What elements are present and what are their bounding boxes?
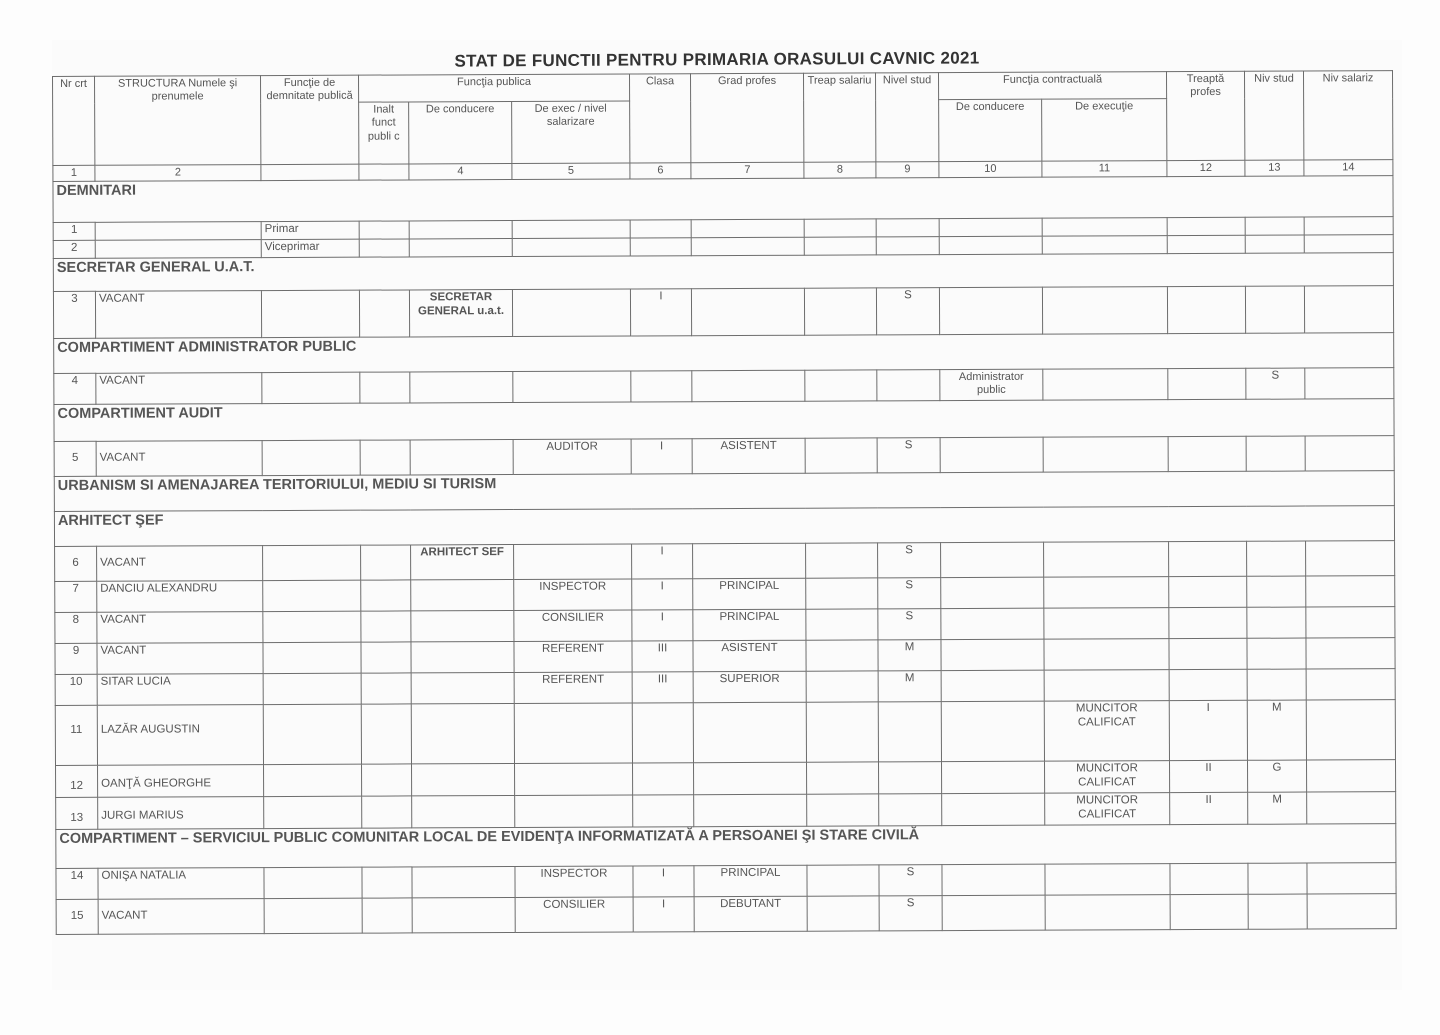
header-inalt-functionar: Inalt funct publi c bbox=[359, 102, 409, 164]
section-row bbox=[56, 824, 1396, 869]
row-demnitate: Viceprimar bbox=[261, 239, 359, 257]
header-niv-salariz: Niv salariz bbox=[1303, 71, 1392, 160]
row-contract-conducere: Administrator public bbox=[940, 369, 1043, 400]
header-treapta-profes: Treaptă profes bbox=[1166, 71, 1244, 160]
header-clasa: Clasa bbox=[629, 74, 690, 163]
header-de-exec: De exec / nivel salarizare bbox=[512, 101, 630, 163]
section-row bbox=[53, 176, 1393, 223]
header-nr: Nr crt bbox=[53, 76, 95, 165]
row-nr: 4 bbox=[54, 373, 96, 404]
row-nivel-stud: M bbox=[878, 640, 941, 671]
section-demnitari: DEMNITARI bbox=[53, 176, 1393, 223]
section-audit: COMPARTIMENT AUDIT bbox=[54, 399, 1394, 442]
row-clasa: I bbox=[630, 289, 691, 336]
header-contract-conducere: De conducere bbox=[939, 99, 1042, 161]
column-number: 1 bbox=[53, 165, 95, 181]
row-nr: 2 bbox=[53, 241, 95, 259]
row-exec: AUDITOR bbox=[513, 439, 631, 475]
row-exec: CONSILIER bbox=[515, 897, 633, 933]
header-niv-stud: Niv stud bbox=[1244, 71, 1303, 160]
row-nr: 13 bbox=[56, 797, 98, 829]
column-number: 11 bbox=[1042, 161, 1167, 178]
scanned-sheet bbox=[52, 40, 1402, 990]
row-treapta: II bbox=[1169, 760, 1247, 792]
header-contract-executie: De execuţie bbox=[1042, 99, 1167, 161]
row-name: SITAR LUCIA bbox=[97, 674, 263, 706]
row-clasa: I bbox=[632, 579, 693, 610]
row-name: OANŢĂ GHEORGHE bbox=[98, 765, 264, 798]
row-clasa: I bbox=[631, 439, 692, 474]
row-nivel-stud: S bbox=[878, 609, 941, 640]
row-grad: SUPERIOR bbox=[693, 671, 806, 702]
row-demnitate: Primar bbox=[261, 221, 359, 239]
row-name: ONIŞA NATALIA bbox=[98, 868, 264, 900]
row-clasa: I bbox=[632, 544, 693, 579]
row-name: VACANT bbox=[97, 546, 263, 582]
row-exec: INSPECTOR bbox=[515, 866, 633, 898]
header-de-conducere: De conducere bbox=[409, 102, 512, 164]
row-treapta: II bbox=[1170, 792, 1248, 824]
header-grad: Grad profes bbox=[690, 73, 803, 162]
row-nr: 6 bbox=[55, 546, 97, 581]
row-nr: 12 bbox=[56, 765, 98, 797]
column-number: 13 bbox=[1245, 160, 1304, 176]
column-number bbox=[261, 164, 359, 181]
row-contract-executie: MUNCITOR CALIFICAT bbox=[1045, 793, 1170, 826]
row-nivel-stud: S bbox=[879, 865, 942, 896]
column-number: 4 bbox=[409, 163, 512, 180]
table-row bbox=[56, 894, 1396, 935]
row-nivel-stud: S bbox=[878, 578, 941, 609]
row-niv-stud: S bbox=[1246, 368, 1305, 399]
section-row bbox=[54, 471, 1394, 512]
column-number bbox=[359, 164, 409, 180]
column-number: 8 bbox=[804, 162, 876, 179]
column-number: 7 bbox=[691, 162, 804, 179]
row-name: DANCIU ALEXANDRU bbox=[97, 581, 263, 613]
row-grad: PRINCIPAL bbox=[694, 865, 807, 896]
table-row bbox=[54, 436, 1394, 477]
row-grad: PRINCIPAL bbox=[693, 578, 806, 609]
row-niv-stud: G bbox=[1247, 760, 1306, 792]
row-nivel-stud: S bbox=[876, 288, 939, 335]
row-clasa: I bbox=[633, 866, 694, 897]
row-niv-stud: M bbox=[1247, 700, 1306, 760]
row-exec: INSPECTOR bbox=[514, 579, 632, 611]
row-name: VACANT bbox=[96, 373, 262, 405]
header-treapta-salariu: Treap salariu bbox=[803, 73, 875, 162]
row-nr: 1 bbox=[53, 223, 95, 241]
column-number: 6 bbox=[630, 163, 691, 179]
document-title: STAT DE FUNCTII PENTRU PRIMARIA ORASULUI CAVNIC 2021 bbox=[454, 48, 980, 71]
column-number: 9 bbox=[876, 162, 939, 178]
row-nivel-stud: S bbox=[879, 896, 942, 931]
row-exec: REFERENT bbox=[514, 641, 632, 673]
row-nr: 15 bbox=[56, 899, 98, 934]
column-number: 2 bbox=[95, 165, 261, 182]
row-nr: 9 bbox=[55, 643, 97, 674]
row-niv-stud: M bbox=[1248, 792, 1307, 824]
row-name: VACANT bbox=[97, 612, 263, 644]
row-contract-executie: MUNCITOR CALIFICAT bbox=[1044, 761, 1169, 794]
row-conducere: ARHITECT SEF bbox=[411, 545, 514, 580]
section-arhitect: ARHITECT ŞEF bbox=[54, 506, 1394, 547]
row-clasa: I bbox=[633, 897, 694, 932]
section-row bbox=[54, 506, 1394, 547]
column-number: 12 bbox=[1167, 160, 1245, 177]
row-clasa: III bbox=[632, 672, 693, 703]
row-name: VACANT bbox=[97, 643, 263, 675]
row-treapta: I bbox=[1169, 700, 1247, 760]
header-nivel-stud: Nivel stud bbox=[875, 73, 938, 162]
table-row bbox=[53, 286, 1393, 339]
row-grad: PRINCIPAL bbox=[693, 609, 806, 640]
row-name: VACANT bbox=[96, 441, 262, 477]
column-number: 14 bbox=[1304, 160, 1393, 177]
row-clasa: III bbox=[632, 641, 693, 672]
row-nivel-stud: S bbox=[877, 438, 940, 473]
row-grad: DEBUTANT bbox=[694, 896, 807, 931]
staff-table bbox=[52, 70, 1397, 935]
row-nr: 10 bbox=[55, 674, 97, 705]
row-name: VACANT bbox=[95, 291, 261, 339]
row-nivel-stud: S bbox=[878, 543, 941, 578]
row-conducere: SECRETAR GENERAL u.a.t. bbox=[409, 290, 512, 337]
row-nr: 11 bbox=[55, 705, 97, 765]
row-nr: 8 bbox=[55, 612, 97, 643]
column-number: 10 bbox=[939, 161, 1042, 178]
row-clasa: I bbox=[632, 610, 693, 641]
row-nr: 7 bbox=[55, 581, 97, 612]
row-name bbox=[95, 222, 261, 241]
header-row-top bbox=[53, 71, 1393, 104]
header-demnitate: Funcţie de demnitate publică bbox=[261, 75, 359, 164]
row-contract-executie: MUNCITOR CALIFICAT bbox=[1044, 701, 1169, 762]
row-name: LAZĂR AUGUSTIN bbox=[97, 705, 263, 766]
header-functia-publica: Funcţia publica bbox=[358, 74, 629, 102]
row-grad: ASISTENT bbox=[692, 438, 805, 473]
row-nr: 3 bbox=[53, 292, 95, 339]
row-exec: CONSILIER bbox=[514, 610, 632, 642]
section-secretar: SECRETAR GENERAL U.A.T. bbox=[53, 253, 1393, 292]
section-evidenta: COMPARTIMENT – SERVICIUL PUBLIC COMUNITAR LOCAL DE EVIDENŢA INFORMATIZATĂ A PERSOANEI ŞI STARE CIVILĂ bbox=[56, 824, 1396, 869]
row-nr: 5 bbox=[54, 441, 96, 476]
section-administrator: COMPARTIMENT ADMINISTRATOR PUBLIC bbox=[54, 333, 1394, 374]
row-name bbox=[95, 240, 261, 259]
row-name: JURGI MARIUS bbox=[98, 797, 264, 830]
row-grad: ASISTENT bbox=[693, 640, 806, 671]
header-structura: STRUCTURA Numele şi prenumele bbox=[95, 76, 261, 166]
header-functia-contractuala: Funcţia contractuală bbox=[938, 72, 1166, 100]
section-row bbox=[54, 333, 1394, 374]
column-number: 5 bbox=[512, 163, 630, 180]
table-row bbox=[55, 541, 1395, 582]
row-exec: REFERENT bbox=[514, 672, 632, 704]
row-name: VACANT bbox=[98, 899, 264, 935]
row-nr: 14 bbox=[56, 868, 98, 899]
row-nivel-stud: M bbox=[878, 671, 941, 702]
section-row bbox=[54, 399, 1394, 442]
table-row bbox=[55, 700, 1395, 766]
section-urbanism: URBANISM SI AMENAJAREA TERITORIULUI, MEDIU SI TURISM bbox=[54, 471, 1394, 512]
